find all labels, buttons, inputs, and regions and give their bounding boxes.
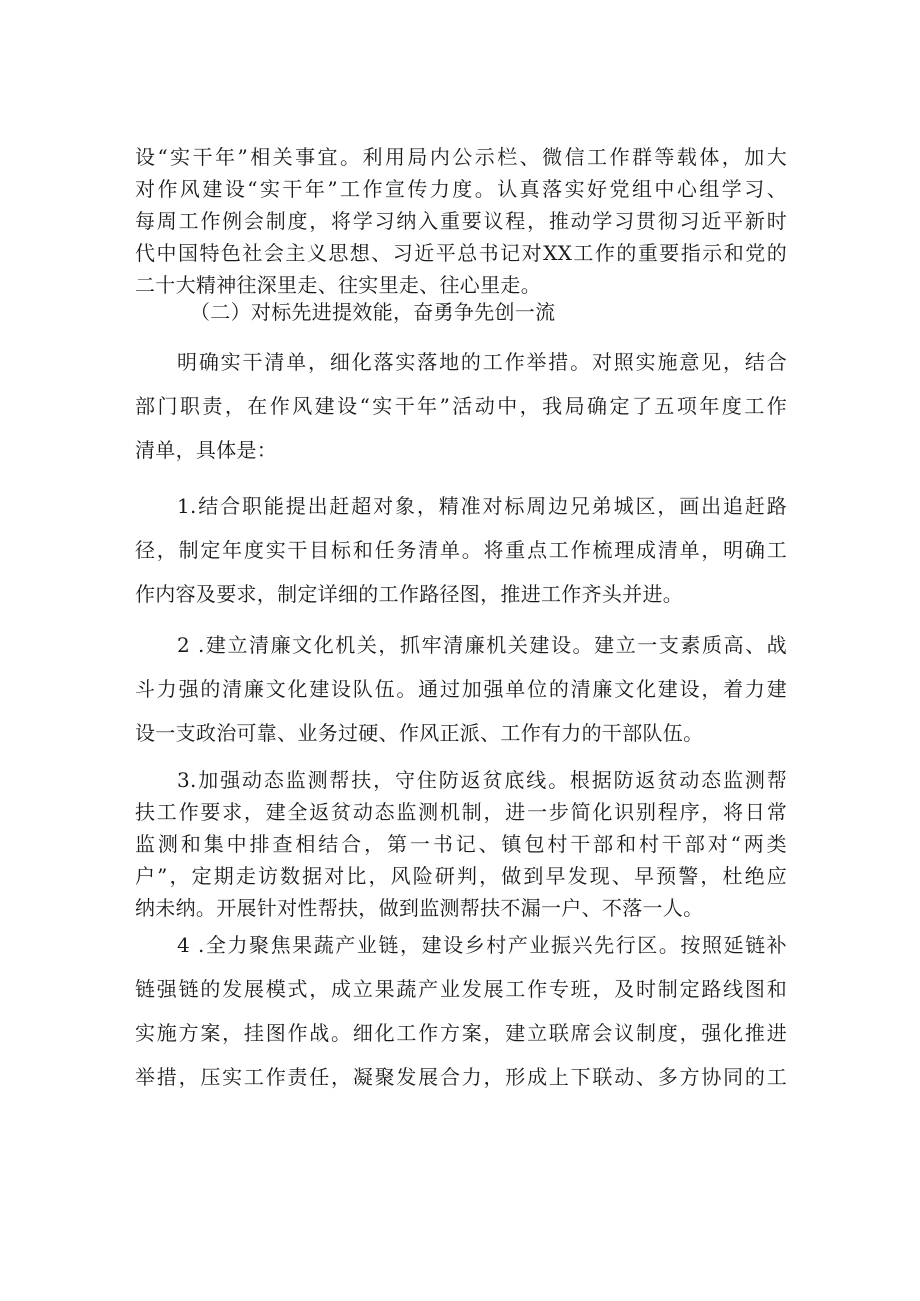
text-line: 实施方案，挂图作战。细化工作方案，建立联席会议制度，强化推进 [135,1021,787,1045]
text-line: 链强链的发展模式，成立果蔬产业发展工作专班，及时制定路线图和 [135,977,787,1001]
section-heading: （二）对标先进提效能，奋勇争先创一流 [190,300,556,324]
text-line: 每周工作例会制度，将学习纳入重要议程，推动学习贯彻习近平新时 [135,209,787,233]
overview-paragraph [135,340,787,472]
text-line: 1.结合职能提出赶超对象，精准对标周边兄弟城区，画出追赶路 [177,494,787,518]
text-line: 明确实干清单，细化落实落地的工作举措。对照实施意见，结合 [177,350,787,374]
text-line: 清单，具体是： [135,438,278,462]
text-line: 3.加强动态监测帮扶，守住防返贫底线。根据防返贫动态监测帮 [177,768,787,792]
list-item-3 [135,764,787,924]
text-line: 对作风建设“实干年”工作宣传力度。认真落实好党组中心组学习、 [135,177,787,201]
intro-paragraph [135,141,787,301]
text-line: 2 .建立清廉文化机关，抓牢清廉机关建设。建立一支素质高、战 [177,633,787,657]
text-line: 部门职责，在作风建设“实干年”活动中，我局确定了五项年度工作 [135,394,787,418]
text-line: 扶工作要求，建全返贫动态监测机制，进一步简化识别程序，将日常 [135,800,787,824]
text-line: 设一支政治可靠、业务过硬、作风正派、工作有力的干部队伍。 [135,721,704,745]
text-line: 4 .全力聚焦果蔬产业链，建设乡村产业振兴先行区。按照延链补 [177,933,787,957]
text-line: 作内容及要求，制定详细的工作路径图，推进工作齐头并进。 [135,582,684,606]
list-item-1 [135,484,787,616]
list-item-4 [135,923,787,1099]
text-line: 举措，压实工作责任，凝聚发展合力，形成上下联动、多方协同的工 [135,1065,787,1089]
text-line: 监测和集中排查相结合，第一书记、镇包村干部和村干部对“两类 [135,832,787,856]
text-line: 二十大精神往深里走、往实里走、往心里走。 [135,273,541,297]
text-line: 设“实干年”相关事宜。利用局内公示栏、微信工作群等载体，加大 [135,145,787,169]
text-line: 径，制定年度实干目标和任务清单。将重点工作梳理成清单，明确工 [135,538,787,562]
text-line: 代中国特色社会主义思想、习近平总书记对XX工作的重要指示和党的 [135,241,787,265]
text-line: 户”，定期走访数据对比，风险研判，做到早发现、早预警，杜绝应 [135,864,787,888]
text-line: 纳未纳。开展针对性帮扶，做到监测帮扶不漏一户、不落一人。 [135,896,704,920]
text-line: 斗力强的清廉文化建设队伍。通过加强单位的清廉文化建设，着力建 [135,677,787,701]
list-item-2 [135,623,787,755]
